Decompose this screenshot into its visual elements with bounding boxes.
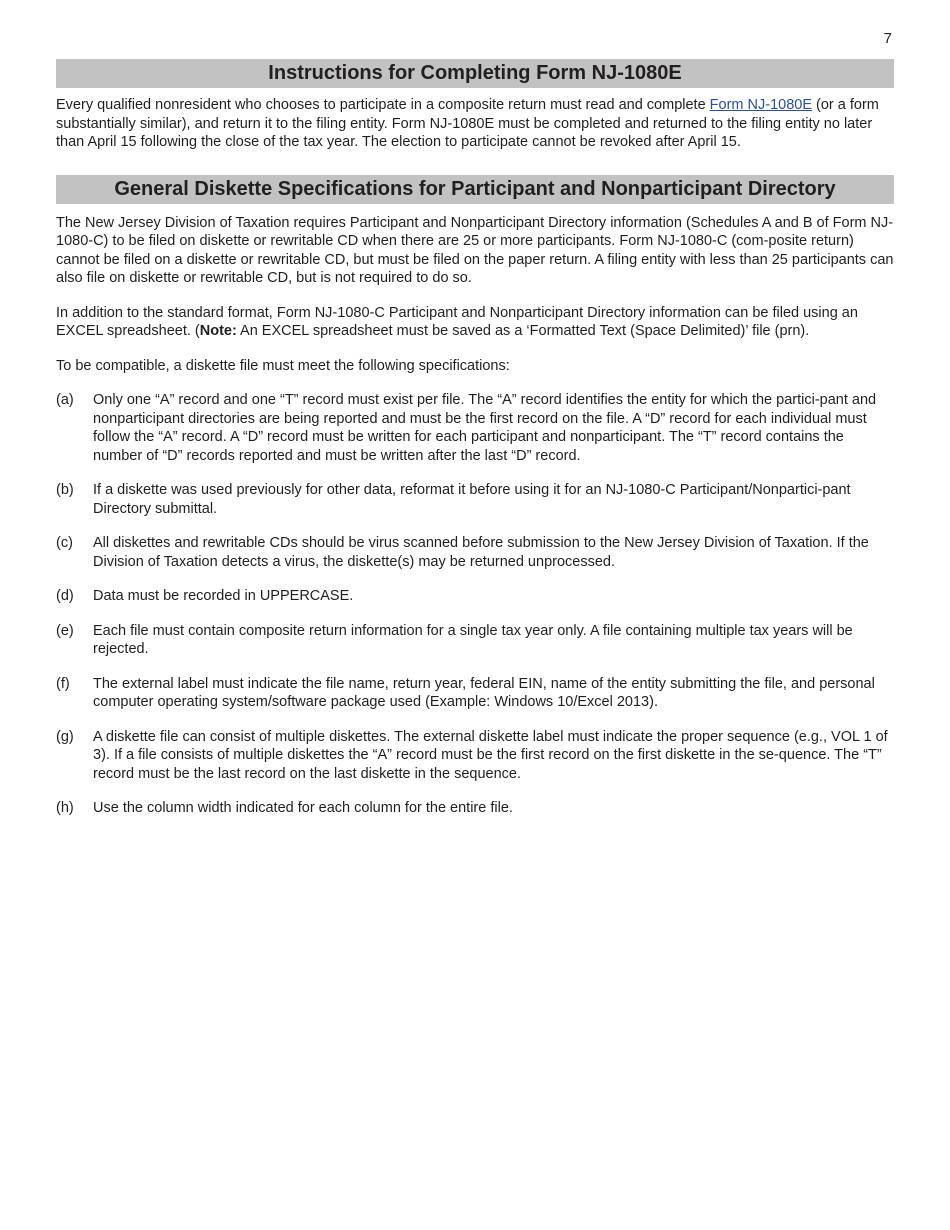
spec-text: Data must be recorded in UPPERCASE. <box>93 588 354 604</box>
spec-text: Use the column width indicated for each column for the entire file. <box>93 800 513 816</box>
note-label: Note: <box>199 323 237 339</box>
spec-text: Each file must contain composite return information for a single tax year only. A file containing multiple tax years will be rejected. <box>93 622 853 657</box>
spec-item-c <box>56 534 894 571</box>
spec-item-b <box>56 481 894 518</box>
spec-letter: (d) <box>56 588 74 604</box>
section-title-nj-1080e: Instructions for Completing Form NJ-1080E <box>56 59 894 88</box>
spec-text: The external label must indicate the file name, return year, federal EIN, name of the entity submitting the file, and personal computer operating system/software package used (Example: Windows 10/Excel 2013). <box>93 675 875 710</box>
spec-item-a <box>56 391 894 465</box>
spec-item-g <box>56 728 894 784</box>
spec-item-e <box>56 622 894 659</box>
spec-letter: (h) <box>56 800 74 816</box>
spec-text: All diskettes and rewritable CDs should be virus scanned before submission to the New Jersey Division of Taxation. If the Division of Taxation detects a virus, the diskette(s) may be returned unprocessed. <box>93 535 869 570</box>
spec-letter: (f) <box>56 675 70 692</box>
spec-text: Only one “A” record and one “T” record must exist per file. The “A” record identifies the entity for which the partici-pant and nonparticipant directories are being reported and must be the first record on the file. A “D” record for each individual must follow the “A” record. A “D” record must be written for each participant and nonparticipant. The “T” record contains the number of “D” records reported and must be written after the last “D” record. <box>93 392 877 464</box>
section-title-diskette-specifications: General Diskette Specifications for Participant and Nonparticipant Directory <box>56 175 894 204</box>
spec-letter: (g) <box>56 728 74 745</box>
compatibility-paragraph: To be compatible, a diskette file must meet the following specifications: <box>56 357 510 374</box>
spec-letter: (e) <box>56 622 74 639</box>
requirements-paragraph: The New Jersey Division of Taxation requires Participant and Nonparticipant Directory information (Schedules A and B of Form NJ-1080-C) to be filed on diskette or rewritable CD when there are 25 or more participants. Form NJ-1080-C (com-posite return) cannot be filed on a diskette or rewritable CD, but must be filed on the paper return. A filing entity with less than 25 participants can also file on diskette or rewritable CD, but is not required to do so. <box>56 214 894 286</box>
intro-paragraph <box>56 96 894 152</box>
spec-letter: (a) <box>56 392 74 408</box>
specifications-list <box>56 391 894 818</box>
spec-text: If a diskette was used previously for other data, reformat it before using it for an NJ-1080-C Participant/Nonpartici-pant Directory submittal. <box>93 482 851 517</box>
spec-item-d <box>56 587 894 606</box>
page-number: 7 <box>883 30 892 47</box>
intro-text-end: (or a form substantially similar), and return it to the filing entity. Form NJ-1080E must be completed and returned to the filing entity no later than April 15 following the close of the tax year. The election to participate cannot be revoked after April 15. <box>56 97 879 150</box>
document-body <box>56 59 894 818</box>
excel-text-start: In addition to the standard format, Form NJ-1080-C Participant and Nonparticipant Directory information can be filed using an EXCEL spreadsheet. ( <box>56 304 858 339</box>
excel-paragraph <box>56 304 894 341</box>
excel-text-end: An EXCEL spreadsheet must be saved as a ‘Formatted Text (Space Delimited)’ file (prn). <box>236 323 810 339</box>
spec-item-f <box>56 675 894 712</box>
spec-letter: (c) <box>56 535 73 551</box>
spec-letter: (b) <box>56 482 74 498</box>
spec-item-h <box>56 799 894 818</box>
form-nj-1080e-link[interactable]: Form NJ-1080E <box>709 97 813 113</box>
intro-text-start: Every qualified nonresident who chooses to participate in a composite return must read and complete <box>56 97 710 113</box>
spec-text: A diskette file can consist of multiple diskettes. The external diskette label must indicate the proper sequence (e.g., VOL 1 of 3). If a file consists of multiple diskettes the “A” record must be the first record on the first diskette in the se-quence. The “T” record must be the last record on the last diskette in the sequence. <box>93 728 888 782</box>
